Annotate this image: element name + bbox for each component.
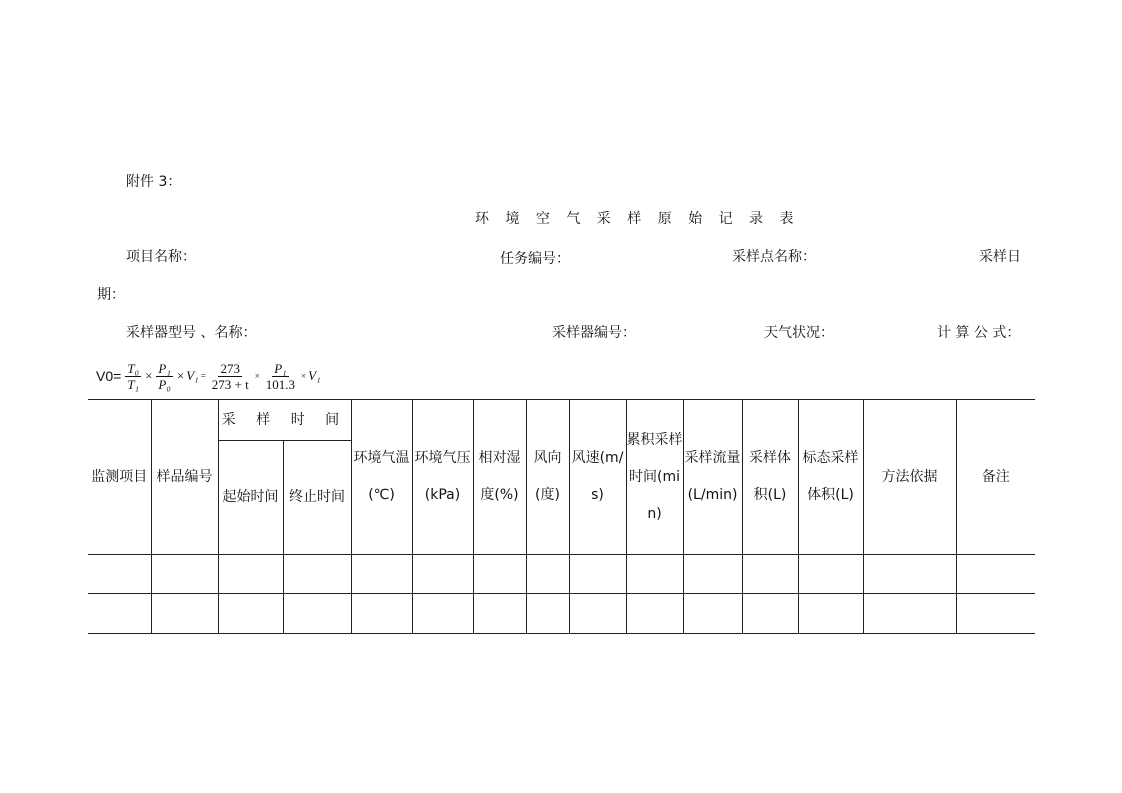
table-cell[interactable] [412,555,473,594]
header-sampling-flow: 采样流量(L/min) [683,400,742,555]
volume-formula [96,358,321,394]
formula-times-1: × [145,368,153,383]
formula-times-4: × [301,371,307,381]
table-cell[interactable] [798,594,863,634]
header-wind-speed: 风速(m/s) [569,400,626,555]
formula-t1: T₁ [127,376,140,392]
formula-fraction-p [156,361,172,392]
table-cell[interactable] [351,594,412,634]
formula-p0: P₀ [158,376,171,392]
formula-t0: T₀ [127,360,140,376]
table-cell[interactable] [526,594,569,634]
formula-equals: = [200,371,206,381]
table-cell[interactable] [151,555,218,594]
table-cell[interactable] [683,555,742,594]
header-wind-direction: 风向(度) [526,400,569,555]
table-cell[interactable] [88,555,151,594]
table-cell[interactable] [742,594,798,634]
formula-273: 273 [220,360,240,376]
formula-times-3: × [254,371,260,381]
table-cell[interactable] [956,594,1035,634]
table-cell[interactable] [473,594,526,634]
header-method: 方法依据 [863,400,956,555]
task-no-label: 任务编号： [500,251,570,267]
form-title: 环 境 空 气 采 样 原 始 记 录 表 [475,211,800,227]
table-cell[interactable] [412,594,473,634]
table-row [88,555,1035,594]
table-cell[interactable] [569,594,626,634]
sampling-date-label-part1: 采样日 [979,249,1021,265]
formula-273-plus-t: 273 + t [211,376,249,392]
formula-p1-b: P₁ [274,360,287,376]
header-monitoring-item: 监测项目 [88,400,151,555]
header-relative-humidity: 相对湿度(%) [473,400,526,555]
table-cell[interactable] [218,555,283,594]
table-cell[interactable] [218,594,283,634]
header-sample-no: 样品编号 [151,400,218,555]
table-cell[interactable] [956,555,1035,594]
formula-label: 计 算 公 式： [937,325,1021,341]
table-cell[interactable] [626,594,683,634]
table-cell[interactable] [526,555,569,594]
sampler-no-label: 采样器编号： [552,325,636,341]
formula-fraction-t [125,361,141,392]
header-ambient-pressure: 环境气压(kPa) [412,400,473,555]
table-cell[interactable] [151,594,218,634]
header-end-time: 终止时间 [283,441,351,555]
sampler-model-label: 采样器型号 、名称： [126,325,257,341]
table-cell[interactable] [798,555,863,594]
table-cell[interactable] [863,555,956,594]
formula-fraction-1013 [264,361,297,392]
header-start-time: 起始时间 [218,441,283,555]
table-cell[interactable] [683,594,742,634]
header-ambient-temp: 环境气温(℃) [351,400,412,555]
formula-v1-b: V₁ [308,368,321,383]
project-name-label: 项目名称： [126,249,196,265]
formula-v0: V0= [96,368,122,384]
attachment-label: 附件 3： [126,174,182,190]
table-cell[interactable] [351,555,412,594]
formula-101-3: 101.3 [265,376,296,392]
table-cell[interactable] [88,594,151,634]
formula-fraction-273 [210,361,251,392]
table-cell[interactable] [283,594,351,634]
header-sampling-time: 采 样 时 间 [218,400,351,441]
formula-p1: P₁ [158,360,171,376]
header-sampling-volume: 采样体积(L) [742,400,798,555]
table-cell[interactable] [626,555,683,594]
weather-label: 天气状况： [764,325,834,341]
table-cell[interactable] [283,555,351,594]
header-remarks: 备注 [956,400,1035,555]
table-cell[interactable] [742,555,798,594]
formula-times-2: × [176,368,185,383]
table-row [88,594,1035,634]
sampling-date-label-part2: 期： [97,287,125,303]
sampling-record-table [88,399,1035,634]
table-cell[interactable] [569,555,626,594]
table-cell[interactable] [473,555,526,594]
header-standard-volume: 标态采样体积(L) [798,400,863,555]
header-cumulative-time: 累积采样时间(min) [626,400,683,555]
table-cell[interactable] [863,594,956,634]
site-name-label: 采样点名称： [732,249,816,265]
formula-v1: V₁ [186,368,199,383]
